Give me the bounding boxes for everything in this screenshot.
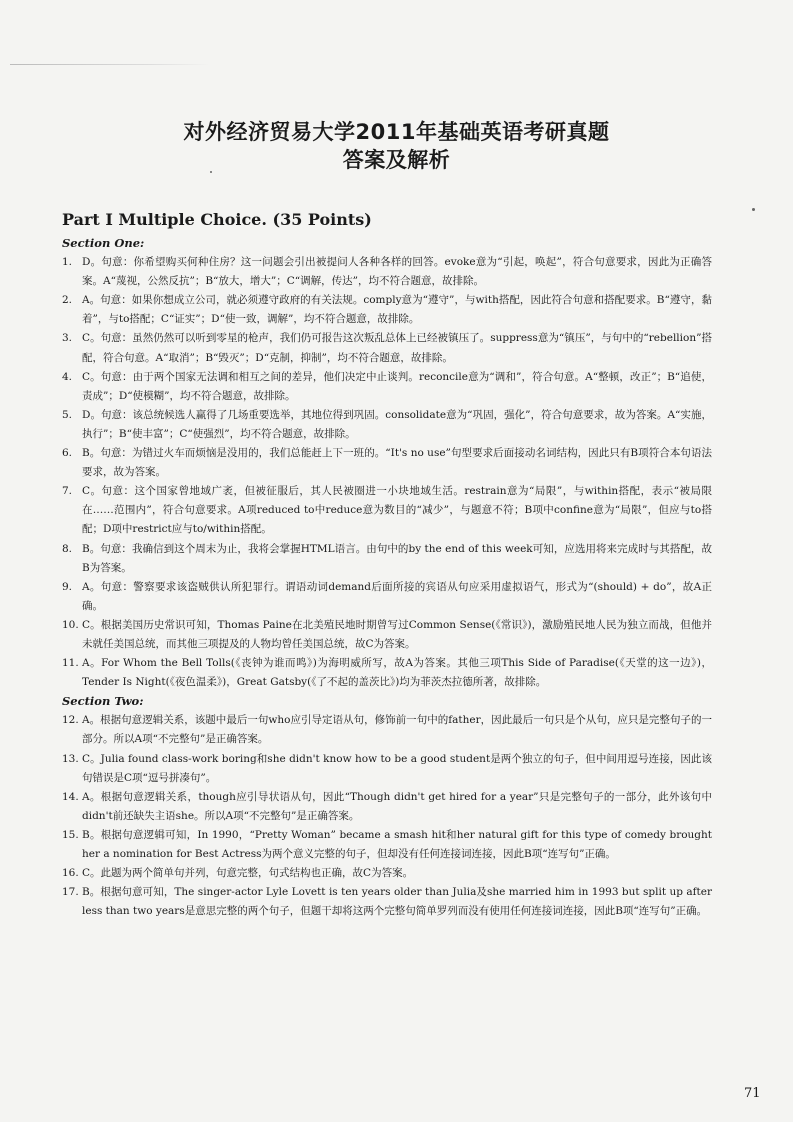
answer-item (62, 788, 712, 826)
answer-item (62, 482, 712, 539)
item-number: 7. (62, 485, 73, 498)
item-text: B。句意：我确信到这个周末为止，我将会掌握HTML语言。由句中的by the end of this week可知，应选用将来完成时与其搭配，故B为答案。 (82, 542, 712, 574)
answer-item (62, 578, 712, 616)
answer-item (62, 864, 712, 883)
item-number: 4. (62, 370, 73, 383)
answer-content (62, 234, 712, 921)
page-number: 71 (744, 1086, 761, 1101)
item-number: 3. (62, 332, 73, 345)
item-text: C。此题为两个简单句并列，句意完整，句式结构也正确，故C为答案。 (82, 867, 414, 880)
page-subtitle: 答案及解析 (342, 148, 451, 172)
answer-item (62, 750, 712, 788)
item-text: A。For Whom the Bell Tolls(《丧钟为谁而鸣》)为海明威所写，故A为答案。其他三项This Side of Paradise(《天堂的这一边》)，Tender Is Night(《夜色温柔》)，Great Gatsby(《了不起的盖茨比》)均为菲茨杰拉德所著，故排除。 (82, 657, 712, 689)
item-text: B。根据句意逻辑可知，In 1990，“Pretty Woman” became a smash hit和her natural gift for this type of comedy brought her a nomination for Best Actress为两个意义完整的句子，但却没有任何连接词连接，因此B项“连写句”正确。 (82, 828, 712, 860)
page-title: 对外经济贸易大学2011年基础英语考研真题 (183, 120, 610, 144)
item-number: 16. (62, 867, 79, 880)
answer-item (62, 329, 712, 367)
part-heading: Part I Multiple Choice. (35 Points) (62, 210, 372, 229)
item-number: 5. (62, 408, 73, 421)
item-number: 1. (62, 256, 73, 269)
item-number: 12. (62, 714, 79, 727)
item-text: A。句意：警察要求该盗贼供认所犯罪行。谓语动词demand后面所接的宾语从句应采用虚拟语气，形式为“(should) + do”，故A正确。 (82, 580, 712, 612)
item-text: C。句意：由于两个国家无法调和相互之间的差异，他们决定中止谈判。reconcile意为“调和”，符合句意。A“整顿，改正”；B“追使，责成”；D“使模糊”，均不符合题意，故排除。 (82, 370, 712, 402)
item-text: D。句意：你希望购买何种住房？这一问题会引出被提问人各种各样的回答。evoke意为“引起，唤起”，符合句意要求，因此为正确答案。A“蔑视，公然反抗”；B“放大，增大”；C“调解，传达”，均不符合题意，故排除。 (82, 256, 712, 288)
item-text: B。句意：为错过火车而烦恼是没用的，我们总能赶上下一班的。“It's no use”句型要求后面接动名词结构，因此只有B项符合本句语法要求，故为答案。 (82, 447, 712, 479)
item-text: A。根据句意逻辑关系，该题中最后一句who应引导定语从句，修饰前一句中的father，因此最后一句只是个从句，应只是完整句子的一部分。所以A项“不完整句”是正确答案。 (82, 714, 712, 746)
scan-speck (752, 208, 755, 211)
item-number: 14. (62, 790, 79, 803)
item-number: 11. (62, 657, 79, 670)
answer-item (62, 406, 712, 444)
item-number: 9. (62, 580, 73, 593)
answer-item (62, 540, 712, 578)
answer-item (62, 616, 712, 654)
item-number: 2. (62, 294, 73, 307)
answer-item (62, 444, 712, 482)
answer-item (62, 826, 712, 864)
answer-item (62, 654, 712, 692)
item-text: C。Julia found class-work boring和she didn't know how to be a good student是两个独立的句子，但中间用逗号连接，因此该句错误是C项“逗号拼凑句”。 (82, 752, 712, 784)
answer-item (62, 253, 712, 291)
item-text: A。句意：如果你想成立公司，就必须遵守政府的有关法规。comply意为“遵守”，与with搭配，因此符合句意和搭配要求。B“遵守，黏着”，与to搭配；C“证实”；D“使一致，调解”，均不符合题意，故排除。 (82, 294, 712, 326)
item-text: C。根据美国历史常识可知，Thomas Paine在北美殖民地时期曾写过Common Sense(《常识》)，激励殖民地人民为独立而战，但他并未就任美国总统，而其他三项提及的人物均曾任美国总统，故C为答案。 (82, 618, 712, 650)
item-text: C。句意：这个国家曾地域广袤，但被征服后，其人民被圈进一小块地域生活。restrain意为“局限”，与within搭配，表示“被局限在……范围内”，符合句意要求。A项reduced to中reduce意为数目的“减少”，与题意不符；B项中confine意为“局限”，但应与to搭配；D项中restrict应与to/within搭配。 (82, 485, 712, 536)
scan-artifact-line (10, 64, 210, 65)
answer-item (62, 291, 712, 329)
item-number: 15. (62, 828, 79, 841)
section (62, 692, 712, 921)
section-label: Section One: (62, 236, 145, 250)
answer-item (62, 368, 712, 406)
answer-item (62, 711, 712, 749)
item-number: 8. (62, 542, 73, 555)
section (62, 234, 712, 692)
item-text: D。句意：该总统候选人赢得了几场重要选举，其地位得到巩固。consolidate意为“巩固，强化”，符合句意要求，故为答案。A“实施，执行”；B“使丰富”；C“使强烈”，均不符合题意，故排除。 (82, 408, 712, 440)
item-text: B。根据句意可知，The singer-actor Lyle Lovett is ten years older than Julia及she married him in 1993 but split up after less than two years是意思完整的两个句子，但题干却将这两个完整句简单罗列而没有使用任何连接词连接，因此B项“连写句”正确。 (82, 886, 712, 918)
item-number: 10. (62, 618, 79, 631)
item-number: 6. (62, 447, 73, 460)
item-text: A。根据句意逻辑关系，though应引导状语从句，因此“Though didn't get hired for a year”只是完整句子的一部分，此外该句中didn't前还缺失主语she。所以A项“不完整句”是正确答案。 (82, 790, 712, 822)
item-number: 17. (62, 886, 79, 899)
item-number: 13. (62, 752, 79, 765)
answer-item (62, 883, 712, 921)
item-text: C。句意：虽然仍然可以听到零星的枪声，我们仍可报告这次叛乱总体上已经被镇压了。suppress意为“镇压”，与句中的“rebellion”搭配，符合句意。A“取消”；B“毁灭”；D“克制，抑制”，均不符合题意，故排除。 (82, 332, 712, 364)
section-label: Section Two: (62, 694, 144, 709)
